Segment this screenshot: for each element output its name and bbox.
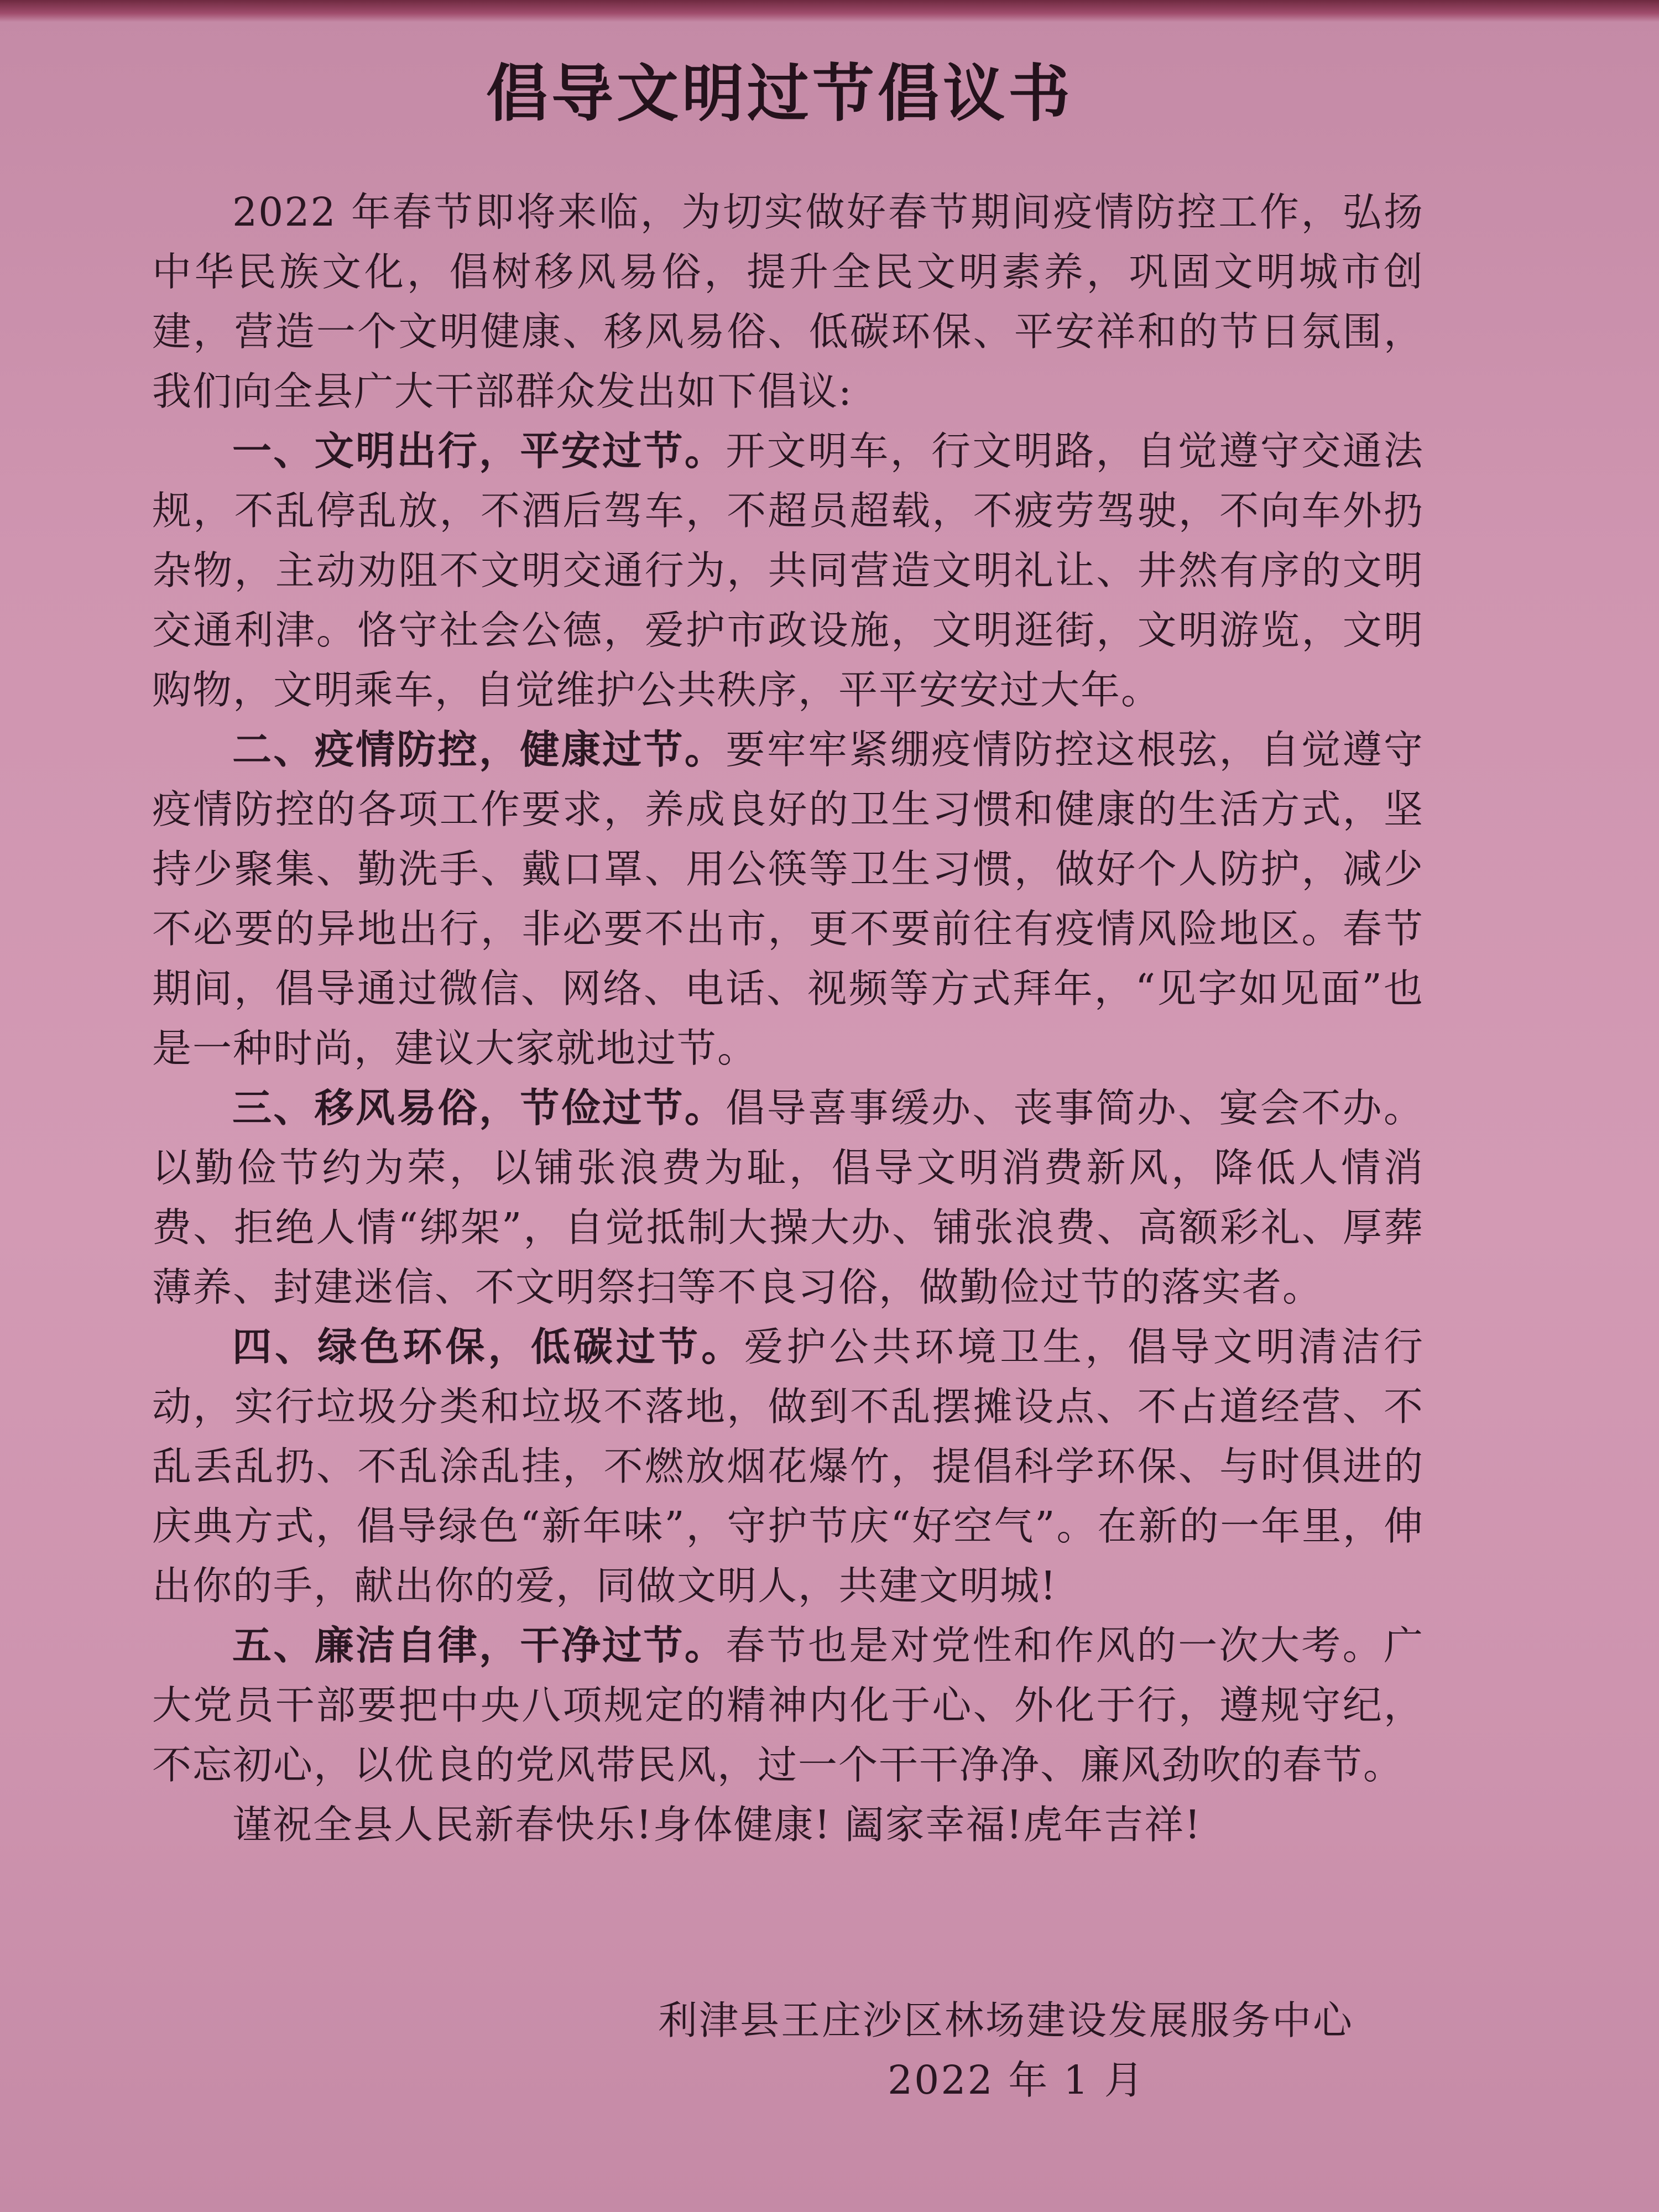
section-5-heading: 五、廉洁自律，干净过节。 — [232, 1623, 726, 1668]
intro-paragraph: 2022 年春节即将来临，为切实做好春节期间疫情防控工作，弘扬中华民族文化，倡树移风易俗，提升全民文明素养，巩固文明城市创建，营造一个文明健康、移风易俗、低碳环保、平安祥和的节日氛围，我们向全县广大干部群众发出如下倡议: — [152, 189, 1424, 414]
section-3-heading: 三、移风易俗，节俭过节。 — [232, 1085, 726, 1131]
section-1 — [152, 421, 1424, 720]
section-3-text: 倡导喜事缓办、丧事简办、宴会不办。以勤俭节约为荣，以铺张浪费为耻，倡导文明消费新风，降低人情消费、拒绝人情“绑架”，自觉抵制大操大办、铺张浪费、高额彩礼、厚葬薄养、封建迷信、不文明祭扫等不良习俗，做勤俭过节的落实者。 — [152, 1085, 1424, 1310]
section-4-heading: 四、绿色环保，低碳过节。 — [232, 1324, 744, 1370]
section-5-text: 春节也是对党性和作风的一次大考。广大党员干部要把中央八项规定的精神内化于心、外化于行，遵规守纪，不忘初心，以优良的党风带民风，过一个干干净净、廉风劲吹的春节。 — [152, 1623, 1424, 1788]
section-4 — [152, 1317, 1424, 1616]
document-title: 倡导文明过节倡议书 — [486, 58, 1073, 130]
section-2 — [152, 720, 1424, 1078]
section-1-text: 开文明车，行文明路，自觉遵守交通法规，不乱停乱放，不酒后驾车，不超员超载，不疲劳驾驶，不向车外扔杂物，主动劝阻不文明交通行为，共同营造文明礼让、井然有序的文明交通利津。恪守社会公德，爱护市政设施，文明逛街，文明游览，文明购物，文明乘车，自觉维护公共秩序，平平安安过大年。 — [152, 428, 1424, 713]
section-5 — [152, 1616, 1424, 1795]
issue-date: 2022 年 1 月 — [888, 2057, 1145, 2103]
section-2-text: 要牢牢紧绷疫情防控这根弦，自觉遵守疫情防控的各项工作要求，养成良好的卫生习惯和健康的生活方式，坚持少聚集、勤洗手、戴口罩、用公筷等卫生习惯，做好个人防护，减少不必要的异地出行，非必要不出市，更不要前往有疫情风险地区。春节期间，倡导通过微信、网络、电话、视频等方式拜年，“见字如见面”也是一种时尚，建议大家就地过节。 — [152, 727, 1424, 1071]
section-1-heading: 一、文明出行，平安过节。 — [232, 428, 726, 474]
section-4-text: 爱护公共环境卫生，倡导文明清洁行动，实行垃圾分类和垃圾不落地，做到不乱摆摊设点、不占道经营、不乱丢乱扔、不乱涂乱挂，不燃放烟花爆竹，提倡科学环保、与时俱进的庆典方式，倡导绿色“新年味”，守护节庆“好空气”。在新的一年里，伸出你的手，献出你的爱，同做文明人，共建文明城! — [152, 1324, 1424, 1609]
top-edge — [0, 0, 1659, 22]
section-3 — [152, 1078, 1424, 1317]
issuer-signature: 利津县王庄沙区林场建设发展服务中心 — [658, 1997, 1354, 2043]
closing-greeting: 谨祝全县人民新春快乐!身体健康! 阖家幸福!虎年吉祥! — [232, 1802, 1202, 1848]
section-2-heading: 二、疫情防控，健康过节。 — [232, 727, 726, 773]
document-body — [152, 182, 1424, 1855]
